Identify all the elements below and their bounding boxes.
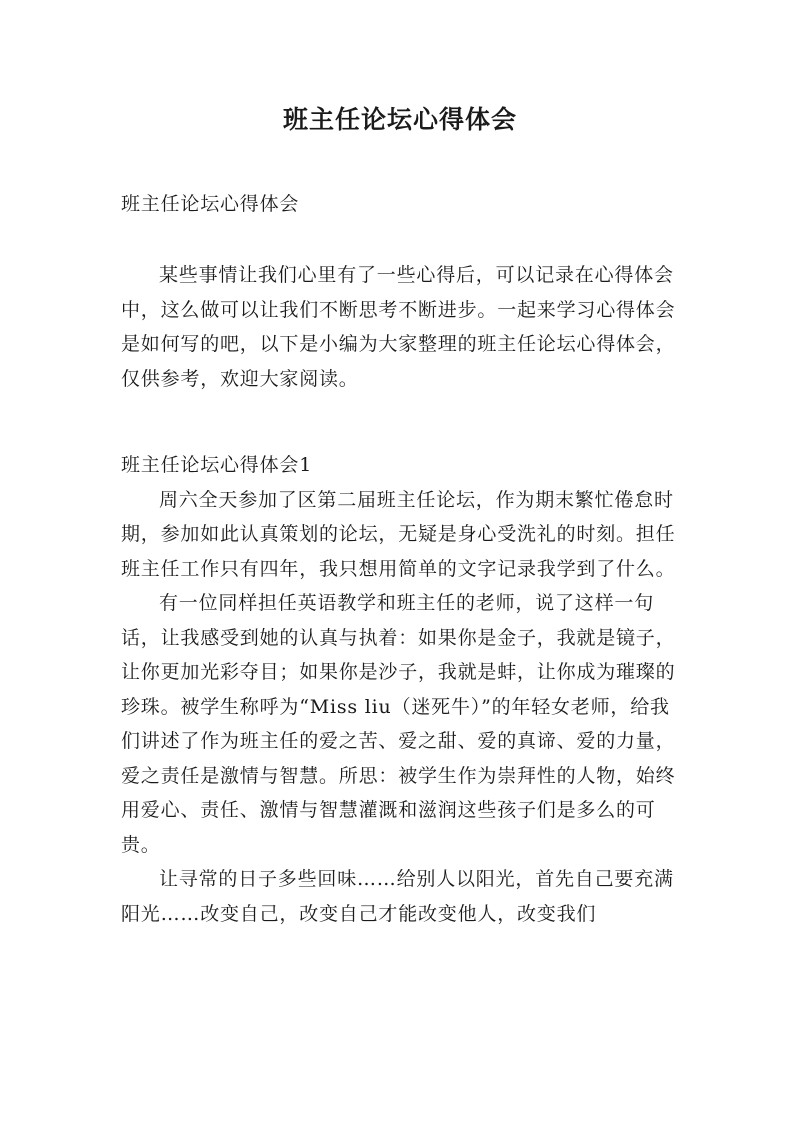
paragraph-1: 周六全天参加了区第二届班主任论坛，作为期末繁忙倦怠时期，参加如此认真策划的论坛，无疑是身心受洗礼的时刻。担任班主任工作只有四年，我只想用简单的文字记录我学到了什么。	[121, 488, 676, 580]
paragraph-2: 有一位同样担任英语教学和班主任的老师，说了这样一句话，让我感受到她的认真与执着：如果你是金子，我就是镜子，让你更加光彩夺目；如果你是沙子，我就是蚌，让你成为璀璨的珍珠。被学生称呼为“Miss liu（迷死牛）”的年轻女老师，给我们讲述了作为班主任的爱之苦、爱之甜、爱的真谛、爱的力量，爱之责任是激情与智慧。所思：被学生作为崇拜性的人物，始终用爱心、责任、激情与智慧灌溉和滋润这些孩子们是多么的可贵。	[121, 592, 676, 856]
intro-paragraph: 某些事情让我们心里有了一些心得后，可以记录在心得体会中，这么做可以让我们不断思考不断进步。一起来学习心得体会是如何写的吧，以下是小编为大家整理的班主任论坛心得体会，仅供参考，欢迎大家阅读。	[121, 264, 676, 390]
document-title: 班主任论坛心得体会	[282, 105, 517, 134]
paragraph-3: 让寻常的日子多些回味……给别人以阳光，首先自己要充满阳光……改变自己，改变自己才能改变他人，改变我们	[121, 868, 674, 925]
document-subtitle: 班主任论坛心得体会	[121, 193, 300, 215]
intro-block	[121, 258, 687, 396]
section-1	[121, 448, 687, 931]
section-heading: 班主任论坛心得体会1	[121, 454, 313, 476]
